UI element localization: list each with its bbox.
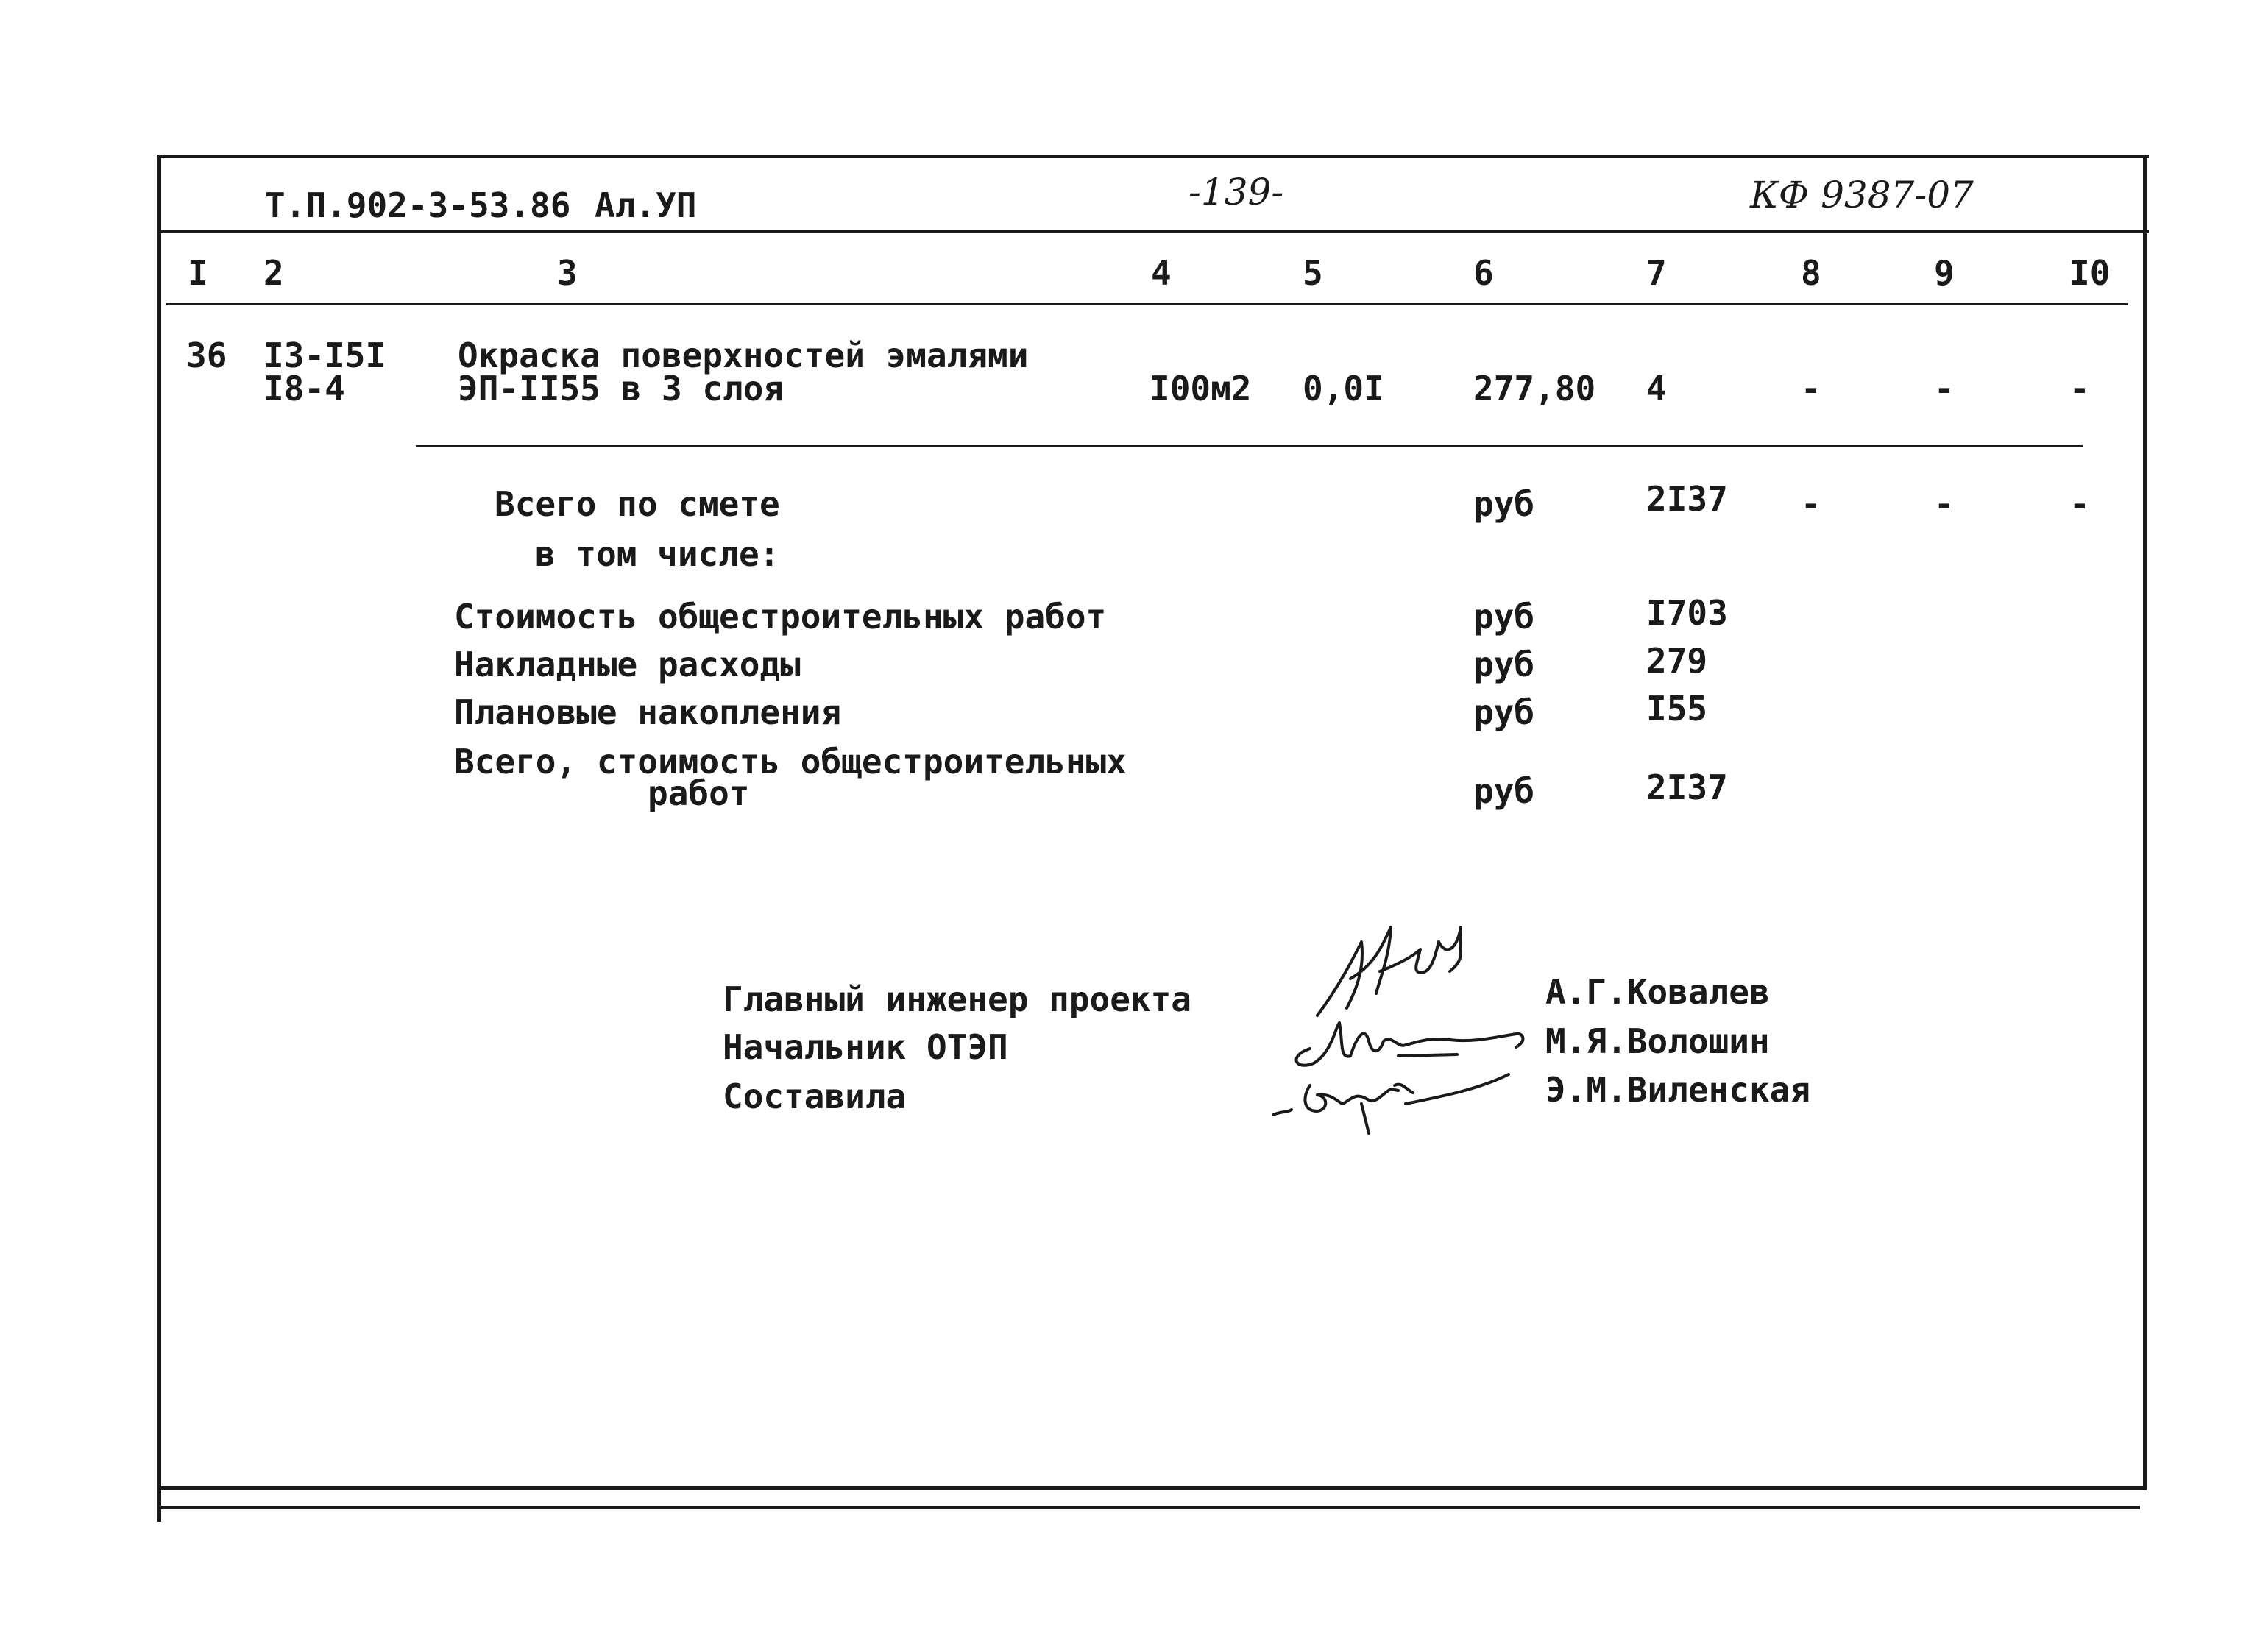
signature-chief-engineer: [1310, 912, 1479, 1023]
total-col10-value: -: [2069, 484, 2090, 524]
summary-item-unit: руб: [1473, 645, 1535, 684]
col-header-2: 2: [263, 253, 284, 293]
signer-role: Составила: [723, 1077, 907, 1116]
unit-of-measure: I00м2: [1150, 369, 1252, 408]
col-header-5: 5: [1303, 253, 1323, 293]
frame-bottom-shadow: [157, 1506, 2140, 1509]
page-number: -139-: [1189, 171, 1284, 213]
col-header-9: 9: [1934, 253, 1955, 293]
col9-value: -: [1934, 369, 1955, 408]
column-header-rule: [166, 303, 2128, 305]
signer-name: Э.М.Виленская: [1545, 1070, 1811, 1110]
grand-total-label-line1: Всего, стоимость общестроительных: [454, 742, 1127, 781]
grand-total-unit: руб: [1473, 771, 1535, 811]
frame-top: [157, 155, 2149, 158]
total-cost: 4: [1646, 369, 1667, 408]
row-divider: [416, 445, 2083, 447]
col-header-3: 3: [557, 253, 578, 293]
grand-total-label-line2: работ: [648, 773, 750, 813]
total-col8-value: -: [1801, 484, 1821, 524]
col8-value: -: [1801, 369, 1821, 408]
including-label: в том числе:: [535, 534, 780, 574]
row-number: 36: [186, 336, 227, 375]
signer-role: Главный инженер проекта: [723, 979, 1191, 1019]
signer-role: Начальник ОТЭП: [723, 1027, 1008, 1067]
col-header-6: 6: [1473, 253, 1494, 293]
unit-price: 277,80: [1473, 369, 1596, 408]
total-col9-value: -: [1934, 484, 1955, 524]
frame-left: [157, 155, 161, 1522]
frame-right: [2143, 155, 2147, 1486]
col-header-1: I: [188, 253, 208, 293]
summary-item-value: I55: [1646, 689, 1708, 728]
estimate-total-value: 2I37: [1646, 479, 1728, 519]
summary-item-label: Стоимость общестроительных работ: [454, 597, 1107, 637]
col-header-4: 4: [1151, 253, 1172, 293]
work-description-line2: ЭП-II55 в 3 слоя: [458, 369, 784, 408]
header-rule: [157, 230, 2149, 233]
grand-total-value: 2I37: [1646, 767, 1728, 807]
signature-compiler: [1258, 1060, 1523, 1141]
work-description-line1: Окраска поверхностей эмалями: [458, 336, 1029, 375]
summary-item-unit: руб: [1473, 597, 1535, 637]
frame-bottom: [157, 1486, 2147, 1490]
archive-code: КФ 9387-07: [1750, 174, 1974, 216]
estimate-total-label: Всего по смете: [495, 484, 780, 524]
rate-code-line1: I3-I5I: [263, 336, 386, 375]
col-header-7: 7: [1646, 253, 1667, 293]
estimate-total-unit: руб: [1473, 484, 1535, 524]
col-header-10: I0: [2069, 253, 2111, 293]
album-label: Ал.УП: [595, 185, 697, 225]
signer-name: М.Я.Волошин: [1545, 1021, 1770, 1061]
col-header-8: 8: [1801, 253, 1821, 293]
summary-item-unit: руб: [1473, 692, 1535, 732]
col10-value: -: [2069, 369, 2090, 408]
summary-item-value: I703: [1646, 593, 1728, 633]
summary-item-value: 279: [1646, 641, 1708, 681]
rate-code-line2: I8-4: [263, 369, 345, 408]
summary-item-label: Накладные расходы: [454, 645, 801, 684]
quantity: 0,0I: [1303, 369, 1384, 408]
signer-name: А.Г.Ковалев: [1545, 972, 1770, 1012]
summary-item-label: Плановые накопления: [454, 692, 842, 732]
doc-code: Т.П.902-3-53.86: [265, 185, 571, 225]
